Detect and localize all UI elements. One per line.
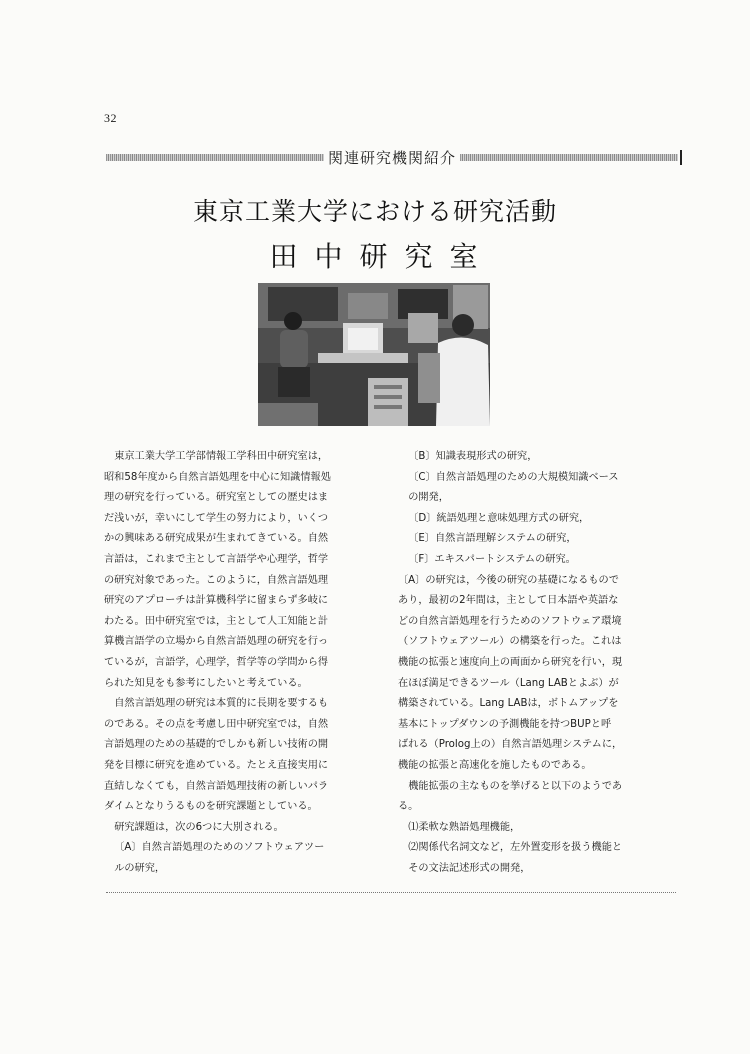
section-title: 関連研究機関紹介 (328, 149, 457, 167)
research-item-d: 〔D〕統語処理と意味処理方式の研究， (408, 512, 590, 524)
article-headline: 東京工業大学における研究活動 (192, 197, 557, 226)
lab-photo-image (258, 283, 490, 426)
item-a-description: 〔A〕の研究は，今後の研究の基礎になるもので あり，最初の2年間は，主として日本語や英語な どの自然言語処理を行うためのソフトウェア環境 （ソフトウェアツール）の構築を行った。これは 機能の拡張と速度向上の両面から研究を行い，現 在ほぼ満足できるツール（Lang LABとよぶ）が 構築されている。Lang LABは，ボトムアップを 基本にトップダウンの予測機能を持つBUPと呼 ばれる（Prolog上の）自然言語処理システムに， 機能の拡張と高速化を施したものである。 (398, 574, 623, 771)
extension-list-item-1: ⑴柔軟な熟語処理機能， (408, 821, 521, 833)
left-column (104, 447, 356, 879)
research-item-b: 〔B〕知識表現形式の研究， (408, 451, 538, 462)
research-item-a: 〔A〕自然言語処理のためのソフトウェアツー ルの研究， (114, 842, 325, 874)
footer-rule (106, 892, 676, 893)
band-pattern-left (106, 154, 324, 161)
intro-paragraph: 東京工業大学工学部情報工学科田中研究室は， 昭和58年度から自然言語処理を中心に知識情報処 理の研究を行っている。研究室としての歴史はま だ浅いが，幸いにして学生の努力により，いくつ かの興味ある研究成果が生まれてきている。自然 言語は，これまで主として言語学や心理学，哲学 の研究対象であった。このように，自然言語処理 研究のアプローチは計算機科学に留まらず多岐に わたる。田中研究室では，主として人工知能と計 算機言語学の立場から自然言語処理の研究を行っ ているが，言語学，心理学，哲学等の学問から得 られた知見をも参考にしたいと考えている。 (104, 451, 331, 689)
extension-list-item-2: ⑵関係代名詞文など，左外置変形を扱う機能と その文法記述形式の開発， (408, 842, 623, 874)
research-item-e: 〔E〕自然言語理解システムの研究， (408, 533, 577, 545)
research-policy-paragraph: 自然言語処理の研究は本質的に長期を要するも のである。その点を考慮し田中研究室では，自然 言語処理のための基礎的でしかも新しい技術の開 発を目標に研究を進めている。たとえ直接実用に 直結しなくても，自然言語処理技術の新しいパラ ダイムとなりうるものを研究課題としている。 (104, 698, 329, 813)
band-pattern-right (460, 154, 678, 161)
page-number: 32 (104, 111, 117, 125)
right-column (398, 447, 650, 879)
research-item-c: 〔C〕自然言語処理のための大規模知識ベース の開発， (408, 471, 619, 504)
lab-photo (258, 283, 490, 426)
band-end-mark (680, 150, 682, 165)
research-topics-intro: 研究課題は，次の6つに大別される。 (114, 821, 284, 833)
lab-name: 田中研究室 (269, 240, 495, 273)
research-item-f: 〔F〕エキスパートシステムの研究。 (408, 553, 576, 565)
extension-intro: 機能拡張の主なものを挙げると以下のようであ る。 (398, 780, 623, 813)
section-header-band (106, 149, 682, 166)
